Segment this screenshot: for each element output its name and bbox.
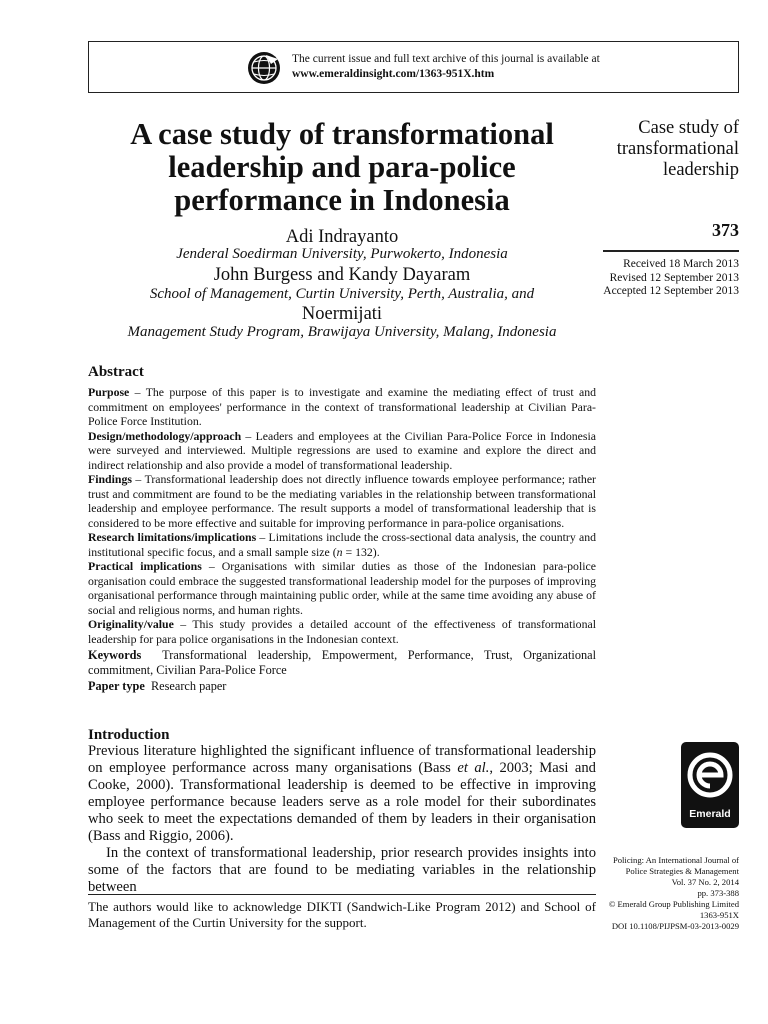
footnote-divider bbox=[88, 894, 596, 895]
abstract-research-limitations bbox=[88, 530, 596, 559]
journal-issn: 1363-951X bbox=[699, 910, 739, 920]
abstract-text: – Limitations include the cross-sectional data analysis, the country and institutional specific focus, and a small sample size ( bbox=[88, 530, 596, 559]
running-head bbox=[600, 118, 739, 181]
paper-type-text: Research paper bbox=[144, 679, 227, 693]
abstract-text: – The purpose of this paper is to investigate and examine the mediating effect of trust and commitment on employees' performance in the context of transformational leadership at Civilian Para-Police Force Institution. bbox=[88, 385, 596, 428]
emerald-logo-icon bbox=[681, 742, 739, 808]
abstract-label: Originality/value bbox=[88, 617, 174, 631]
revised-date: Revised 12 September 2013 bbox=[609, 271, 739, 284]
abstract-heading: Abstract bbox=[88, 364, 144, 380]
introduction-body bbox=[88, 743, 596, 896]
journal-name: Policing: An International Journal of bbox=[612, 855, 739, 865]
abstract-variable: n bbox=[336, 544, 343, 559]
journal-copyright: © Emerald Group Publishing Limited bbox=[608, 899, 739, 909]
acknowledgement-footnote: The authors would like to acknowledge DIKTI (Sandwich-Like Program 2012) and School of Management of the Curtin University for the support. bbox=[88, 899, 596, 930]
keywords-label: Keywords bbox=[88, 648, 142, 662]
paragraph-text: , 2003; Masi and Cooke, 2000). Transformational leadership is deemed to be effective in improving employee performance because leaders serve as a role model for their subordinates who seek to meet the expectations demanded of them by leaders in their organisation (Bass and Riggio, 2006). bbox=[88, 760, 596, 844]
globe-icon bbox=[247, 51, 281, 85]
abstract-design bbox=[88, 429, 596, 473]
paper-type bbox=[88, 679, 596, 694]
journal-name: Police Strategies & Management bbox=[625, 866, 739, 876]
paper-title-line: A case study of transformational bbox=[130, 117, 554, 151]
abstract-text: – Leaders and employees at the Civilian Para-Police Force in Indonesia were surveyed and interviewed. Multiple regressions are used to examine and explore the direct and indirect relationship and also provide a model of transformational leadership. bbox=[88, 428, 596, 472]
journal-doi: DOI 10.1108/PIJPSM-03-2013-0029 bbox=[611, 921, 739, 931]
abstract-practical bbox=[88, 559, 596, 617]
banner-availability-text: The current issue and full text archive of this journal is available at bbox=[292, 53, 600, 65]
abstract-label: Findings bbox=[88, 472, 132, 486]
introduction-paragraph: In the context of transformational leadership, prior research provides insights into some of the factors that are found to be mediating variables in the relationship between bbox=[88, 845, 596, 895]
abstract-text: – Transformational leadership does not directly influence towards employee performance; rather trust and commitment are found to be the mediating variables in the relationship between transformational leadership and employee performance. The result supports a model of transformational leadership that is considered to be more effective and suitable for improving performance in para-police organisations. bbox=[88, 472, 596, 530]
author-name: John Burgess and Kandy Dayaram bbox=[213, 265, 471, 285]
paper-title-line: leadership and para-police bbox=[168, 150, 516, 184]
paper-title bbox=[88, 118, 596, 217]
banner-url-link[interactable]: www.emeraldinsight.com/1363-951X.htm bbox=[292, 68, 495, 80]
author-affiliation: Jenderal Soedirman University, Purwokerto, Indonesia bbox=[176, 246, 508, 262]
emerald-logo-text: Emerald bbox=[689, 808, 731, 820]
abstract-text: – Organisations with similar duties as those of the Indonesian para-police organisation could embrace the suggested transformational leadership model for the purposes of improving organisational performance through maintaining public order, while at the same time avoiding any abuse of social and religious norms, and human rights. bbox=[88, 559, 596, 617]
author-name: Adi Indrayanto bbox=[285, 227, 399, 247]
journal-pages: pp. 373-388 bbox=[697, 888, 739, 898]
running-head-line: leadership bbox=[662, 160, 739, 180]
abstract-findings bbox=[88, 472, 596, 530]
paper-type-label: Paper type bbox=[88, 679, 145, 693]
abstract-originality bbox=[88, 617, 596, 646]
abstract-text: – This study provides a detailed account of the effectiveness of transformational leadership for para police organisations in the Indonesian context. bbox=[88, 617, 596, 646]
running-head-line: transformational bbox=[616, 139, 739, 159]
author-affiliation: School of Management, Curtin University, Perth, Australia, and bbox=[149, 286, 535, 302]
journal-availability-banner bbox=[88, 41, 739, 93]
paper-title-line: performance in Indonesia bbox=[174, 183, 510, 217]
abstract-body bbox=[88, 385, 600, 694]
paragraph-text: Previous literature highlighted the significant influence of transformational leadership on employee performance across many organisations (Bass bbox=[88, 743, 596, 776]
submission-dates bbox=[596, 258, 739, 299]
abstract-label: Design/methodology/approach bbox=[88, 428, 242, 443]
accepted-date: Accepted 12 September 2013 bbox=[603, 285, 739, 297]
keywords-text: Transformational leadership, Empowerment, Performance, Trust, Organizational commitment, Civilian Para-Police Force bbox=[88, 648, 600, 677]
citation-etal: et al. bbox=[457, 760, 490, 776]
journal-volume: Vol. 37 No. 2, 2014 bbox=[671, 877, 739, 887]
abstract-text: = 132). bbox=[342, 544, 380, 559]
journal-info bbox=[598, 855, 739, 932]
introduction-heading: Introduction bbox=[88, 727, 170, 743]
received-date: Received 18 March 2013 bbox=[623, 258, 739, 270]
abstract-purpose bbox=[88, 385, 596, 429]
author-affiliation: Management Study Program, Brawijaya University, Malang, Indonesia bbox=[127, 324, 557, 340]
introduction-paragraph bbox=[88, 743, 596, 845]
abstract-label: Purpose bbox=[88, 385, 130, 399]
keywords bbox=[88, 648, 600, 677]
running-head-line: Case study of bbox=[638, 118, 739, 138]
margin-divider bbox=[603, 250, 739, 252]
author-name: Noermijati bbox=[301, 304, 383, 324]
abstract-label: Practical implications bbox=[88, 559, 202, 573]
abstract-label: Research limitations/implications bbox=[88, 530, 257, 544]
page-number: 373 bbox=[712, 220, 739, 240]
